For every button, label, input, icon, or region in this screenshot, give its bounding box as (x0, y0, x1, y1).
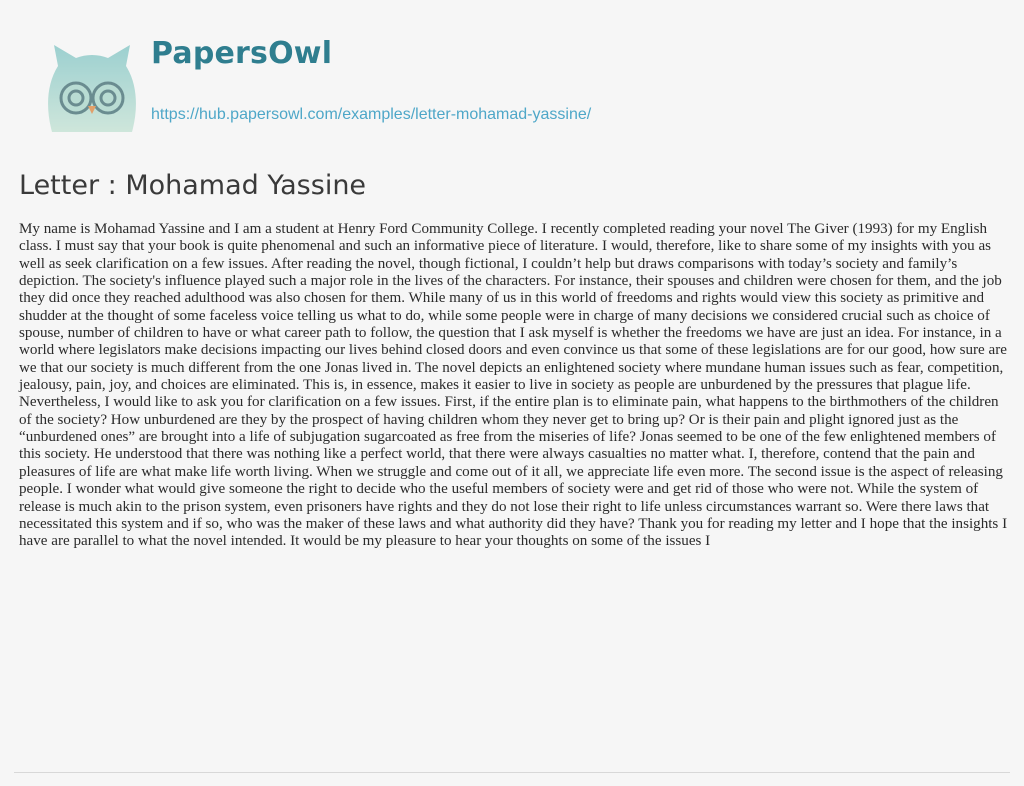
brand-name: PapersOwl (151, 36, 333, 71)
header (0, 0, 1024, 160)
divider (14, 772, 1010, 773)
document-body: My name is Mohamad Yassine and I am a student at Henry Ford Community College. I recently completed reading your novel The Giver (1993) for my English class. I must say that your book is quite phenomenal and such an informative piece of literature. I would, therefore, like to share some of my insights with you as well as seek clarification on a few issues. After reading the novel, though fictional, I couldn’t help but draws comparisons with today’s society and family’s depiction. The society's influence played such a major role in the lives of the characters. For instance, their spouses and children were chosen for them, and the job they did once they reached adulthood was also chosen for them. While many of us in this world of freedoms and rights would view this society as primitive and shudder at the thought of some faceless voice telling us what to do, while some people were in charge of many decisions we considered crucial such as choice of spouse, number of children to have or what career path to follow, the question that I ask myself is whether the freedoms we have are just an idea. For instance, in a world where legislators make decisions impacting our lives behind closed doors and even convince us that some of these legislations are for our good, how sure are we that our society is much different from the one Jonas lived in. The novel depicts an enlightened society where mundane human issues such as fear, competition, jealousy, pain, joy, and choices are eliminated. This is, in essence, makes it easier to live in society as people are unburdened by the pressures that plague life. Nevertheless, I would like to ask you for clarification on a few issues. First, if the entire plan is to eliminate pain, what happens to the birthmothers of the children of the society? How unburdened are they by the prospect of having children whom they never get to bring up? Or is their pain and plight ignored just as the “unburdened ones” are brought into a life of subjugation sugarcoated as free from the miseries of life? Jonas seemed to be one of the few enlightened members of this society. He understood that there was nothing like a perfect world, that there were always casualties no matter what. I, therefore, contend that the pain and pleasures of life are what make life worth living. When we struggle and come out of it all, we appreciate life even more. The second issue is the aspect of releasing people. I wonder what would give someone the right to decide who the useful members of society were and get rid of those who were not. While the system of release is much akin to the prison system, even prisoners have rights and they do not lose their right to life unless circumstances warrant so. Were there laws that necessitated this system and if so, who was the maker of these laws and what authority did they have? Thank you for reading my letter and I hope that the insights I have are parallel to what the novel intended. It would be my pleasure to hear your thoughts on some of the issues I (19, 221, 1008, 550)
document-title: Letter : Mohamad Yassine (19, 170, 367, 201)
source-url[interactable]: https://hub.papersowl.com/examples/letter-mohamad-yassine/ (151, 106, 592, 123)
owl-logo-icon (42, 40, 142, 140)
